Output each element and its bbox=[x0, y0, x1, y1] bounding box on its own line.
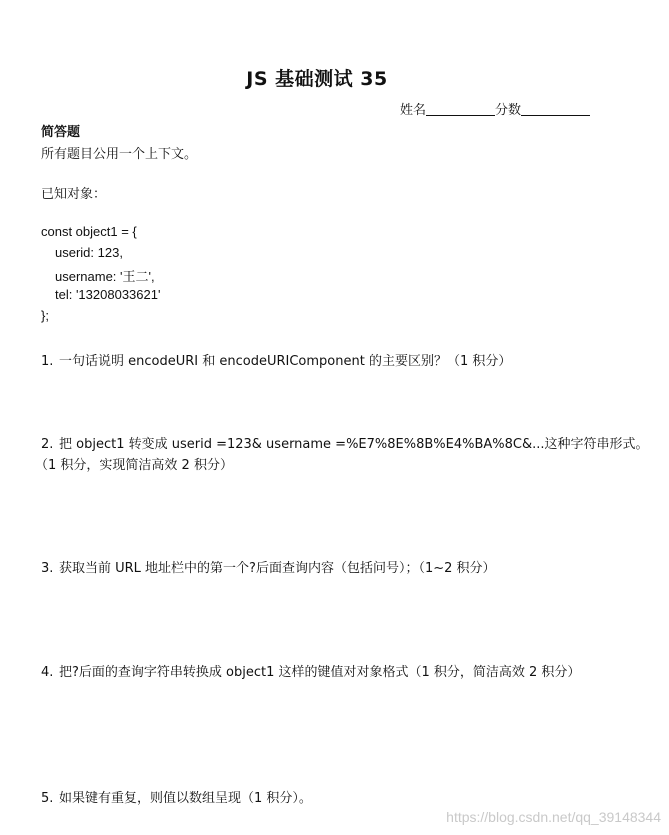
question-text: 把 object1 转变成 userid =123& username =%E7%8E%8B%E4%BA%8C&...这种字符串形式。 bbox=[59, 437, 649, 452]
question-number: 4. bbox=[41, 665, 54, 680]
question-text: 如果键有重复，则值以数组呈现（1 积分）。 bbox=[59, 791, 312, 806]
question-3 bbox=[41, 557, 496, 576]
page-title: JS 基础测试 35 bbox=[246, 68, 388, 90]
watermark: https://blog.csdn.net/qq_39148344 bbox=[446, 809, 661, 825]
question-number: 5. bbox=[41, 791, 54, 806]
question-4 bbox=[41, 661, 580, 680]
code-line-4: tel: '13208033621' bbox=[55, 287, 161, 302]
question-number: 3. bbox=[41, 561, 54, 576]
question-text: 获取当前 URL 地址栏中的第一个?后面查询内容（包括问号）；（1~2 积分） bbox=[59, 561, 496, 576]
code-line-2: userid: 123, bbox=[55, 245, 123, 260]
name-label: 姓名 bbox=[400, 103, 427, 118]
question-5 bbox=[41, 787, 312, 806]
intro-text: 所有题目公用一个上下文。 bbox=[41, 147, 198, 162]
question-text: 把?后面的查询字符串转换成 object1 这样的键值对对象格式（1 积分，简洁高效 2 积分） bbox=[59, 665, 581, 680]
code-line-1: const object1 = { bbox=[41, 224, 137, 239]
known-label: 已知对象： bbox=[41, 187, 107, 202]
question-1 bbox=[41, 350, 511, 369]
score-blank bbox=[521, 103, 590, 116]
question-number: 1. bbox=[41, 354, 54, 369]
question-number: 2. bbox=[41, 437, 54, 452]
code-line-5: }; bbox=[41, 308, 49, 323]
question-text: 一句话说明 encodeURI 和 encodeURIComponent 的主要区别？（1 积分） bbox=[59, 354, 512, 369]
code-line-3: username: '王二', bbox=[55, 269, 155, 284]
question-2 bbox=[41, 433, 649, 452]
name-score-line bbox=[400, 99, 590, 118]
score-label: 分数 bbox=[495, 103, 522, 118]
name-blank bbox=[426, 103, 495, 116]
question-2-continued: （1 积分，实现简洁高效 2 积分） bbox=[35, 458, 233, 473]
section-title: 简答题 bbox=[41, 125, 81, 140]
